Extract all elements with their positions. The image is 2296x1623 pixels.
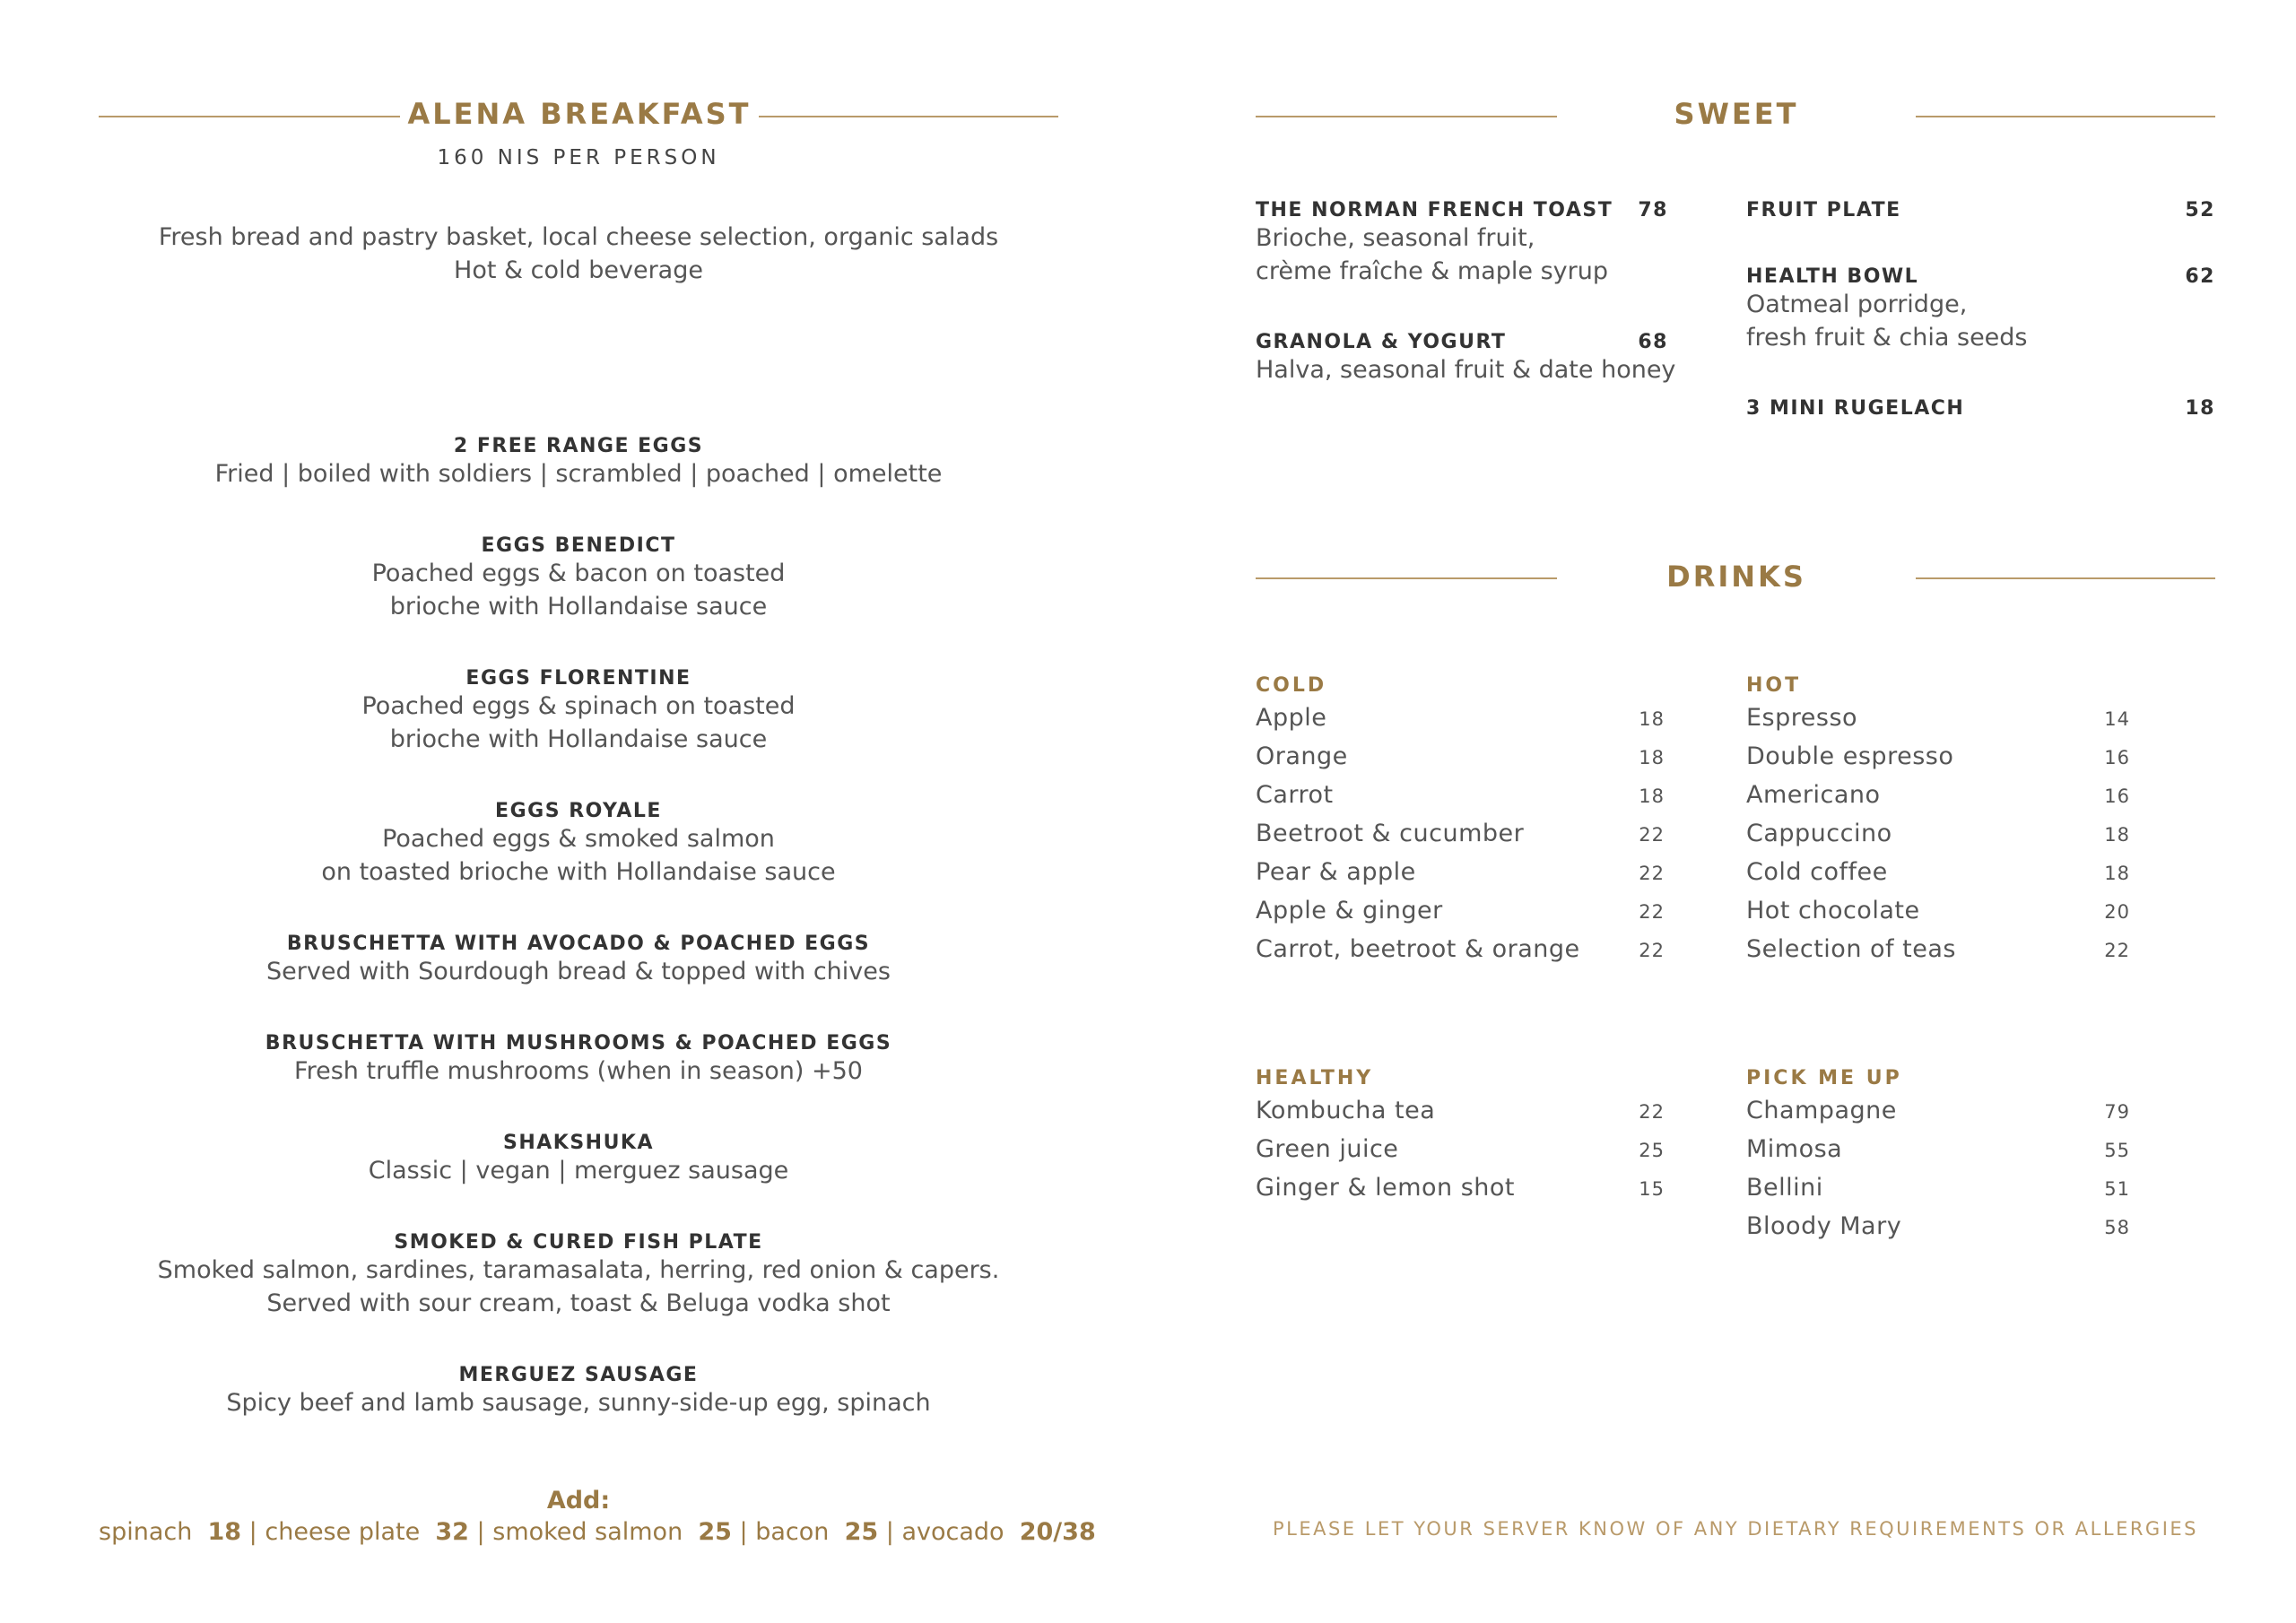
drink-row — [1746, 704, 2130, 742]
addon-name: smoked salmon — [492, 1518, 683, 1546]
sweet-item-price: 18 — [2185, 397, 2215, 420]
sweet-item-name: 3 MINI RUGELACH — [1746, 397, 1965, 420]
dish-desc: brioche with Hollandaise sauce — [389, 593, 768, 621]
dish-desc: on toasted brioche with Hollandaise sauce — [321, 858, 836, 886]
drink-price: 22 — [1639, 1101, 1665, 1123]
dish-desc: Fried | boiled with soldiers | scrambled | poached | omelette — [214, 460, 943, 488]
drink-name: Hot chocolate — [1746, 897, 1920, 924]
drink-name: Champagne — [1746, 1097, 1897, 1124]
drinks-title: DRINKS — [1666, 560, 1806, 594]
sweet-item-name: THE NORMAN FRENCH TOAST — [1256, 199, 1613, 221]
addon-price: 25 — [698, 1518, 732, 1546]
breakfast-price — [99, 146, 1058, 169]
drink-price: 58 — [2104, 1217, 2130, 1238]
drink-name: Orange — [1256, 742, 1348, 770]
addon-price: 20/38 — [1019, 1518, 1096, 1546]
drink-name: Apple — [1256, 704, 1327, 732]
drink-row — [1256, 1174, 1665, 1212]
dish-item — [99, 933, 1058, 988]
drink-row — [1256, 1097, 1665, 1135]
addon-separator: | — [885, 1518, 894, 1546]
sweet-title: SWEET — [1674, 97, 1799, 131]
drinks-category-healthy: HEALTHY — [1256, 1067, 1374, 1089]
drinks-category-cold: COLD — [1256, 674, 1327, 697]
drink-row — [1746, 935, 2130, 974]
sweet-item-price: 62 — [2185, 265, 2215, 288]
addon-separator: | — [739, 1518, 748, 1546]
dish-item — [99, 1231, 1058, 1320]
dish-item — [99, 1364, 1058, 1419]
drink-name: Cappuccino — [1746, 820, 1892, 847]
sweet-item — [1256, 331, 1677, 386]
sweet-title-rule-right — [1916, 116, 2215, 117]
dish-name: EGGS ROYALE — [495, 800, 662, 822]
drinks-title-rule-left — [1256, 577, 1557, 579]
dish-name: SHAKSHUKA — [502, 1132, 655, 1154]
drink-name: Cold coffee — [1746, 858, 1888, 886]
sweet-title-rule-left — [1256, 116, 1557, 117]
dish-desc: Classic | vegan | merguez sausage — [368, 1157, 789, 1185]
drink-price: 14 — [2104, 708, 2130, 730]
drink-name: Green juice — [1256, 1135, 1399, 1163]
dish-name: BRUSCHETTA WITH MUSHROOMS & POACHED EGGS — [265, 1032, 892, 1055]
drink-row — [1256, 820, 1665, 858]
drink-name: Double espresso — [1746, 742, 1954, 770]
drink-price: 18 — [1639, 708, 1665, 730]
dish-desc: Served with Sourdough bread & topped with chives — [266, 958, 891, 985]
sweet-item-price: 68 — [1638, 331, 1668, 353]
dish-desc: Smoked salmon, sardines, taramasalata, herring, red onion & capers. — [157, 1256, 1000, 1284]
drink-price: 15 — [1639, 1178, 1665, 1200]
drink-price: 79 — [2104, 1101, 2130, 1123]
drink-row — [1746, 858, 2130, 897]
addon-name: cheese plate — [265, 1518, 421, 1546]
drink-row — [1746, 1212, 2130, 1251]
drink-row — [1256, 704, 1665, 742]
drink-row — [1746, 1174, 2130, 1212]
dish-name: BRUSCHETTA WITH AVOCADO & POACHED EGGS — [286, 933, 871, 955]
drink-row — [1256, 935, 1665, 974]
sweet-item-desc: Brioche, seasonal fruit, — [1256, 224, 1535, 252]
drinks-category-hot: HOT — [1746, 674, 1802, 697]
drink-price: 55 — [2104, 1140, 2130, 1161]
addon-name: spinach — [99, 1518, 193, 1546]
dish-desc: Fresh truffle mushrooms (when in season) +50 — [294, 1057, 863, 1085]
sweet-item-name: GRANOLA & YOGURT — [1256, 331, 1507, 353]
dish-desc: Poached eggs & spinach on toasted — [361, 692, 796, 720]
drink-name: Carrot — [1256, 781, 1334, 809]
drink-row — [1746, 820, 2130, 858]
drink-row — [1256, 781, 1665, 820]
addon-price: 25 — [844, 1518, 879, 1546]
drink-name: Mimosa — [1746, 1135, 1843, 1163]
breakfast-title-rule-right — [759, 116, 1058, 117]
sweet-item-name: HEALTH BOWL — [1746, 265, 1919, 288]
addons-section — [99, 1487, 1096, 1546]
addon-separator: | — [476, 1518, 485, 1546]
breakfast-title: ALENA BREAKFAST — [407, 97, 752, 131]
drink-row — [1256, 897, 1665, 935]
dish-item — [99, 800, 1058, 889]
drink-price: 16 — [2104, 785, 2130, 807]
dish-name: MERGUEZ SAUSAGE — [458, 1364, 699, 1386]
sweet-item-desc: fresh fruit & chia seeds — [1746, 324, 2028, 352]
drink-name: Americano — [1746, 781, 1881, 809]
drink-name: Apple & ginger — [1256, 897, 1443, 924]
drink-name: Espresso — [1746, 704, 1858, 732]
dish-desc: brioche with Hollandaise sauce — [389, 725, 768, 753]
sweet-item-desc: Oatmeal porridge, — [1746, 291, 1968, 318]
drink-row — [1746, 781, 2130, 820]
dish-desc: Poached eggs & bacon on toasted — [371, 560, 786, 587]
sweet-item-price: 78 — [1638, 199, 1668, 221]
drink-price: 51 — [2104, 1178, 2130, 1200]
dish-name: SMOKED & CURED FISH PLATE — [394, 1231, 763, 1254]
drink-row — [1746, 742, 2130, 781]
allergy-notice: PLEASE LET YOUR SERVER KNOW OF ANY DIETARY REQUIREMENTS OR ALLERGIES — [1272, 1518, 2198, 1540]
addon-price: 18 — [207, 1518, 242, 1546]
drink-row — [1746, 1097, 2130, 1135]
drink-name: Selection of teas — [1746, 935, 1956, 963]
sweet-item-desc: crème fraîche & maple syrup — [1256, 257, 1608, 285]
dish-item — [99, 1032, 1058, 1088]
dish-item — [99, 534, 1058, 623]
drink-price: 18 — [1639, 747, 1665, 768]
dish-name: EGGS BENEDICT — [481, 534, 676, 557]
drink-price: 16 — [2104, 747, 2130, 768]
drink-price: 22 — [1639, 940, 1665, 961]
drinks-category-pick-me-up: PICK ME UP — [1746, 1067, 1902, 1089]
dish-item — [99, 667, 1058, 756]
dish-item — [99, 1132, 1058, 1187]
dish-name: 2 FREE RANGE EGGS — [453, 435, 704, 457]
dish-desc: Poached eggs & smoked salmon — [382, 825, 775, 853]
breakfast-intro — [99, 221, 1058, 287]
drink-price: 22 — [1639, 901, 1665, 923]
drink-row — [1256, 742, 1665, 781]
sweet-item-price: 52 — [2185, 199, 2215, 221]
drink-price: 20 — [2104, 901, 2130, 923]
drinks-list-cold — [1256, 704, 1665, 974]
sweet-item — [1256, 199, 1668, 288]
addon-price: 32 — [435, 1518, 469, 1546]
drink-name: Carrot, beetroot & orange — [1256, 935, 1580, 963]
addons-label: Add: — [546, 1487, 611, 1515]
drink-name: Bellini — [1746, 1174, 1823, 1202]
drink-price: 18 — [2104, 824, 2130, 846]
sweet-item-desc: Halva, seasonal fruit & date honey — [1256, 356, 1676, 384]
breakfast-intro-line2: Hot & cold beverage — [454, 256, 703, 284]
drink-price: 22 — [1639, 824, 1665, 846]
drink-price: 18 — [1639, 785, 1665, 807]
drink-name: Kombucha tea — [1256, 1097, 1436, 1124]
dish-item — [99, 435, 1058, 490]
drink-row — [1256, 1135, 1665, 1174]
drink-name: Beetroot & cucumber — [1256, 820, 1525, 847]
drink-name: Bloody Mary — [1746, 1212, 1902, 1240]
addons-line — [99, 1518, 1096, 1546]
drink-name: Pear & apple — [1256, 858, 1416, 886]
drink-price: 22 — [1639, 863, 1665, 884]
breakfast-title-rule-left — [99, 116, 400, 117]
sweet-item — [1746, 265, 2215, 354]
breakfast-price-text: 160 NIS PER PERSON — [437, 146, 720, 169]
drink-row — [1746, 1135, 2130, 1174]
addon-separator: | — [248, 1518, 257, 1546]
addon-name: avocado — [901, 1518, 1004, 1546]
drinks-list-pick-me-up — [1746, 1097, 2130, 1251]
sweet-item — [1746, 397, 2215, 420]
drink-name: Ginger & lemon shot — [1256, 1174, 1516, 1202]
dish-name: EGGS FLORENTINE — [465, 667, 691, 690]
drink-row — [1256, 858, 1665, 897]
drink-row — [1746, 897, 2130, 935]
drink-price: 18 — [2104, 863, 2130, 884]
dish-desc: Spicy beef and lamb sausage, sunny-side-up egg, spinach — [226, 1389, 931, 1417]
drinks-list-hot — [1746, 704, 2130, 974]
addon-name: bacon — [755, 1518, 830, 1546]
drink-price: 22 — [2104, 940, 2130, 961]
sweet-item — [1746, 199, 2215, 221]
dish-desc: Served with sour cream, toast & Beluga vodka shot — [266, 1289, 891, 1317]
drink-price: 25 — [1639, 1140, 1665, 1161]
sweet-item-name: FRUIT PLATE — [1746, 199, 1901, 221]
breakfast-intro-line1: Fresh bread and pastry basket, local cheese selection, organic salads — [158, 223, 999, 251]
drinks-list-healthy — [1256, 1097, 1665, 1212]
drinks-title-rule-right — [1916, 577, 2215, 579]
